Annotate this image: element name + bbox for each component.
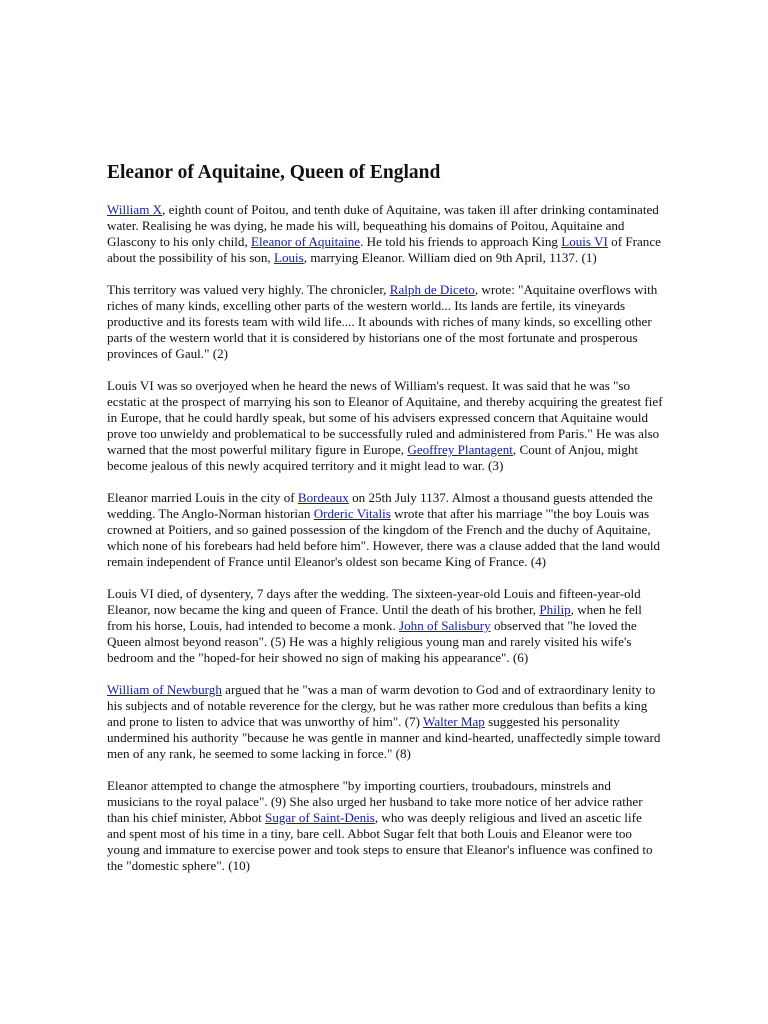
paragraph-2 xyxy=(107,282,663,362)
paragraph-6 xyxy=(107,682,663,762)
paragraph-text: , wrote: "Aquitaine overflows with riches of many kinds, excelling other parts of the western world... Its lands are fertile, its vineyards productive and its forests team with wild life.... It abounds with riches of many kinds, so excelling other parts of the western world that it is considered by historians one of the most fortunate and prosperous provinces of Gaul." (2) xyxy=(107,282,658,361)
inline-link[interactable]: Ralph de Diceto xyxy=(389,282,475,297)
article-body xyxy=(107,160,663,890)
inline-link[interactable]: Eleanor of Aquitaine xyxy=(251,234,361,249)
paragraph-text: , when he fell from his horse, Louis, had intended to become a monk. xyxy=(107,602,642,633)
paragraph-5 xyxy=(107,586,663,666)
paragraph-text: on 25th July 1137. Almost a thousand guests attended the wedding. The Anglo-Norman historian xyxy=(107,490,653,521)
paragraph-1 xyxy=(107,202,663,266)
paragraph-text: observed that "he loved the Queen almost beyond reason". (5) He was a highly religious young man and rarely visited his wife's bedroom and the "hoped-for heir showed no sign of making his appearance". (6) xyxy=(107,618,637,665)
inline-link[interactable]: Louis VI xyxy=(561,234,608,249)
paragraph-text: . He told his friends to approach King xyxy=(360,234,562,249)
paragraph-text: , eighth count of Poitou, and tenth duke of Aquitaine, was taken ill after drinking contaminated water. Realising he was dying, he made his will, bequeathing his domains of Poitou, Aquitaine and Glascony to his only child, xyxy=(107,202,659,249)
paragraph-text: of France about the possibility of his son, xyxy=(107,234,661,265)
paragraph-text: argued that he "was a man of warm devotion to God and of extraordinary lenity to his subjects and of notable reverence for the clergy, but he was rather more credulous than befits a king and prone to listen to advice that was unworthy of him". (7) xyxy=(107,682,656,729)
paragraph-text: This territory was valued very highly. The chronicler, xyxy=(107,282,390,297)
inline-link[interactable]: Orderic Vitalis xyxy=(313,506,391,521)
paragraph-text: , who was deeply religious and lived an ascetic life and spent most of his time in a tiny, bare cell. Abbot Sugar felt that both Louis and Eleanor were too young and immature to exercise power and took steps to ensure that Eleanor's influence was confined to the "domestic sphere". (10) xyxy=(107,810,653,873)
inline-link[interactable]: Bordeaux xyxy=(297,490,349,505)
paragraph-text: Louis VI was so overjoyed when he heard the news of William's request. It was said that he was "so ecstatic at the prospect of marrying his son to Eleanor of Aquitaine, and thereby acquiring the greatest fief in Europe, that he could hardly speak, but some of his advisers expressed concern that Aquitaine would prove too unwieldy and problematical to be successfully ruled and administered from Paris." He was also warned that the most powerful military figure in Europe, xyxy=(107,378,663,457)
paragraph-text: Eleanor attempted to change the atmosphere "by importing courtiers, troubadours, minstrels and musicians to the royal palace". (9) She also urged her husband to take more notice of her advice rather than his chief minister, Abbot xyxy=(107,778,643,825)
inline-link[interactable]: William X xyxy=(107,202,163,217)
paragraph-text: suggested his personality undermined his authority "because he was gentle in manner and kind-hearted, unaffectedly simple toward men of any rank, he seemed to some lacking in force." (8) xyxy=(107,714,661,761)
inline-link[interactable]: Philip xyxy=(539,602,571,617)
inline-link[interactable]: Louis xyxy=(273,250,304,265)
paragraph-7 xyxy=(107,778,663,874)
paragraph-text: , Count of Anjou, might become jealous of this newly acquired territory and it might lead to war. (3) xyxy=(107,442,639,473)
inline-link[interactable]: Geoffrey Plantagent xyxy=(407,442,513,457)
article-paragraphs xyxy=(107,202,663,874)
paragraph-text: wrote that after his marriage '"the boy Louis was crowned at Poitiers, and so gained possession of the kingdom of the French and the duchy of Aquitaine, which none of his forebears had held before him". However, there was a clause added that the land would remain independent of France until Eleanor's oldest son became King of France. (4) xyxy=(107,506,661,569)
paragraph-text: Louis VI died, of dysentery, 7 days after the wedding. The sixteen-year-old Louis and fifteen-year-old Eleanor, now became the king and queen of France. Until the death of his brother, xyxy=(107,586,641,617)
paragraph-text: , marrying Eleanor. William died on 9th April, 1137. (1) xyxy=(303,250,597,265)
paragraph-4 xyxy=(107,490,663,570)
paragraph-text: Eleanor married Louis in the city of xyxy=(107,490,298,505)
inline-link[interactable]: John of Salisbury xyxy=(399,618,491,633)
inline-link[interactable]: Sugar of Saint-Denis xyxy=(265,810,375,825)
inline-link[interactable]: Walter Map xyxy=(423,714,485,729)
article-title: Eleanor of Aquitaine, Queen of England xyxy=(107,162,441,183)
inline-link[interactable]: William of Newburgh xyxy=(107,682,222,697)
paragraph-3 xyxy=(107,378,663,474)
